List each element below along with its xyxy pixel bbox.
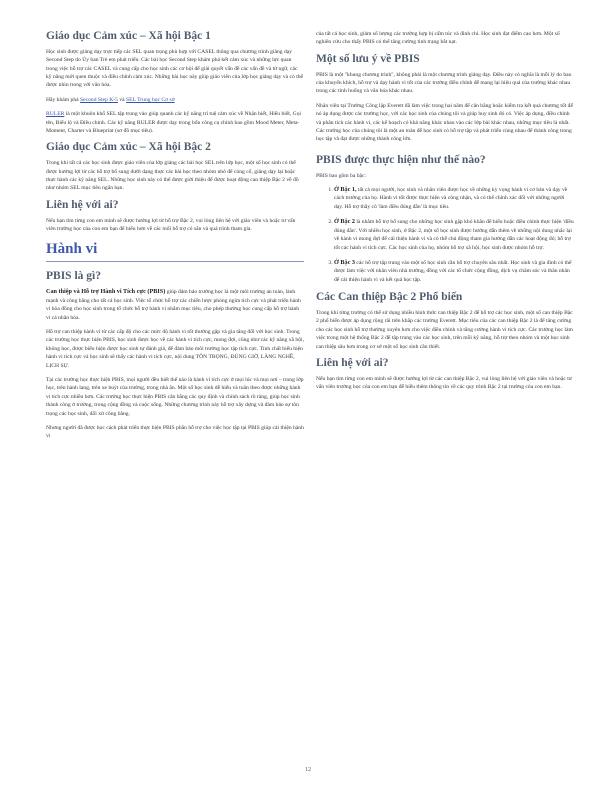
paragraph: Tại các trường học thực hiện PBIS, mọi người đều biết thế nào là hành vi tích cực ở mọi lúc và mọi nơi – trong lớp học, trên hành lang, trên xe buýt của trường, trong nhà ăn. Một số học sinh dễ hiểu và tuân theo được những hành vi tích cực nhiều hơn. Các trường học thực hiện PBIS cân bằng các quy định và chính sách rõ ràng, giúp học sinh thành công ở trường, trong cộng đồng và cuộc sống. Những chương trình này hỗ trợ xây dựng và đảm bảo sự tôn trọng các học sinh, đối xử công bằng. [46,376,304,417]
paragraph: Hỗ trợ can thiệp hành vi từ các cấp độ cho các mức độ hành vi tốt thường gặp và gia tăng đối với học sinh. Trong các trường học thực hiện PBIS, học sinh được học về các hành vi tích cực, mong đợi, cũng như các kỹ năng xã hội, không học, được biểu hiện được học sinh tự đánh giá, để đảm bảo môi trường học tập tích cực. Tính chất biểu hiện hành vi tích cực và học sinh sẽ thấy các hành vi tích cực, nội dung TÔN TRỌNG, ĐÚNG GIỜ, LÀNG NGHỀ, LỊCH SỰ. [46,328,304,369]
divider [46,261,304,262]
paragraph: Trong khi từng trường có thể sử dụng nhiều hình thức can thiệp Bậc 2 để hỗ trợ các học sinh, một số can thiệp Bậc 2 phổ biến được áp dụng rộng rãi trên khắp các trường Everett. Mục tiêu của các can thiệp Bậc 2 là để tăng cường cho các học sinh hỗ trợ thường xuyên hơn cho việc điều chỉnh và tăng cường hành vi tích cực. Các trường học làm việc trong một hệ thống Bậc 2 để tập trung vào các học sinh, trên mỗi kỹ năng, hỗ trợ theo nhóm và một học sinh can thiệp sâu hơn trong cơ sở một số học sinh cần thiết. [316,309,573,350]
list-item: 3. Ở Bậc 3 các hỗ trợ tập trung vào một số học sinh cần hỗ trợ chuyên sâu nhất. Học sinh và gia đình có thể được làm việc với nhân viên nhà trường, đồng với các tổ chức cộng đồng, dịch vụ chăm sóc và thân nhân để cải thiện hành vi và kết quả học tập. [334,259,574,284]
list-item: 2. Ở Bậc 2 là nhằm hỗ trợ bổ sung cho những học sinh gặp khó khăn để hiểu hoặc điều chỉnh thực hiện 'điều đúng đắn'. Với nhiều học sinh, ở Bậc 2, một số học sinh được hướng dẫn thêm về những nội dung nhắc lại về hành vi mong đợi để cải thiện hành vi và có thể chủ động tham gia hướng dẫn các hoạt động đó; hỗ trợ tốt các hành vi tích cực. Các học sinh của họ, nhóm hỗ trợ xã hội, học sinh được nhóm hỗ trợ. [334,218,574,252]
links-line: Hãy khám phá Second Step K-5 và SEL Trung học Cơ sở [46,96,175,103]
paragraph: Nếu bạn tìm từng con em mình sẽ được hưởng lợi từ các can thiệp Bậc 2, vui lòng liên hệ với giáo viên và hoặc tư vấn viên trường học của con em bạn để hiểu thêm thông tin về các quy trình Bậc 2 tại trường của con em bạn. [316,375,572,391]
paragraph: PBIS bao gồm ba bậc: [316,172,367,179]
section-title: Một số lưu ý về PBIS [316,52,420,65]
right-column [316,30,574,398]
paragraph: PBIS là một "khung chương trình", không phải là một chương trình giảng dạy. Điều này có nghĩa là mỗi lý do bao của khuyến khích, hỗ trợ và dạy hành vi tốt của các trường điều chỉnh để mang lại hiệu quả của trường khác nhau trong các tình huống và văn hóa khác nhau. [316,71,572,95]
left-column [46,30,304,447]
page-number: 12 [305,767,311,773]
paragraph: của tất cả học sinh, giảm số lượng các trường hợp bị cấm túc và đình chỉ. Học sinh đạt điểm cao hơn. Một số nghiên cứu cho thấy PBIS có thể tăng cường tình trạng bắt nạt. [316,31,560,46]
bold-term: Can thiệp và Hỗ trợ Hành vi Tích cực (PBIS) [46,288,166,296]
paragraph: Nhưng người đã được học cách phát triển thực hiện PBIS phần hỗ trợ cho việc học tập tại PBIS giúp cải thiện hành vi [46,424,304,440]
paragraph: Nếu bạn tìm từng con em mình sẽ được hưởng lợi từ hỗ trợ Bậc 2, vui lòng liên hệ với giáo viên và hoặc tư vấn viên trường học của con em bạn để hiểu hơn về các mối hỗ trợ có sẵn và quá trình tham gia. [46,217,296,233]
section-title: Liên hệ với ai? [316,356,389,369]
paragraph: Nhân viên tại Trường Công lập Everett đã làm việc trong hai năm để cân bằng hoặc kiểm tra kết quả chương tốt để nó áp dụng được các trường học, với các học sinh của chúng tôi và giúp huy sinh đó có. Việc áp dụng, điều chỉnh và phân tích các hành vi, các kế hoạch có khả năng khác nhau vào các lớp bài khác nhau, những mục tiêu là nhất. Các trường học của chúng tôi là một an toàn để học sinh có hỗ trợ tập và phát triển cùng nhau để thành công trong học tập và đạt được những thành công lớn. [316,102,573,143]
chapter-title: Hành vi [46,241,98,258]
paragraph: Học sinh được giảng dạy trực tiếp các SEL quan trọng phù hợp với CASEL thông qua chương trình giảng dạy Second Step do Ủy ban Trẻ em phát triển. Các bài học Second Step khám phá kết cảm xúc và những lực quan trong việc hỗ trợ các CASEL và cung cấp cho học sinh các cơ hội để giải quyết vấn đề các vấn đề và từ ngữ, các kỹ năng mới quen thuộc và điều chỉnh cảm xúc. Những bài học này giúp giáo viên của lớp học giảng dạy và có thể được nhìn trong với văn hóa. [46,48,304,89]
section-title: Liên hệ với ai? [46,198,119,211]
tier-list [316,186,574,284]
section-title: Giáo dục Cảm xúc – Xã hội Bậc 1 [46,30,211,42]
ruler-link[interactable]: RULER [46,111,65,118]
section-title: PBIS được thực hiện như thế nào? [316,153,486,166]
paragraph: Trong khi tất cả các học sinh được giáo viên của lớp giảng các bài học SEL trên lớp học, một số học sinh có thể được hưởng lợi từ các hỗ trợ bổ sung dưới dạng thực các bài học theo nhóm nhỏ để củng cố, giảng dạy lại hoặc thực hành các kỹ năng SEL. Những học sinh này có thể được giới thiệu để được hoạt động can thiệp Bậc 2 về đồ như nhóm SEL mục tiêu ngắn hạn. [46,160,299,192]
section-title: Giáo dục Cảm xúc – Xã hội Bậc 2 [46,141,211,154]
paragraph: RULER là một khuôn khổ SEL tập trung vào giúp quanh các kỹ năng trí tuệ cảm xúc về Nhận biết, Hiểu biết, Gọi tên, Biểu lộ và Điều chỉnh. Các kỹ năng RULER được dạy trong bốn công cụ chính bao gồm Mood Meter, Meta-Moment, Charter và Blueprint (sơ đồ mục tiêu). [46,111,302,135]
section-title: Các Can thiệp Bậc 2 Phổ biến [316,291,463,304]
paragraph: Can thiệp và Hỗ trợ Hành vi Tích cực (PBIS) giúp đảm bảo trường học là một môi trường an toàn, lành mạnh và công bằng cho tất cả học sinh. Việc tổ chức hỗ trợ các chiến lược phòng ngừa tích cực và phát triển hành vi hòa đồng cho học sinh trong tổ chức hỗ trợ hành vi nhắm mục tiêu, cho phép thường học cung cấp hỗ trợ hành vi cá nhân hóa. [46,288,301,321]
sel-middle-school-link[interactable]: SEL Trung học Cơ sở [126,96,175,103]
list-item: 1. Ở Bậc 1, tất cả mọi người, học sinh và nhân viên được học về những kỳ vọng hành vi cơ bản và dạy về cách trường của họ. Hành vi tốt được thực hiện và công nhận, và có thể chính xác đối với những người dạy. Hỗ trợ thầy cô 'làm điều đúng đắn' là mục tiêu. [334,186,574,211]
section-title: PBIS là gì? [46,270,101,283]
second-step-link[interactable]: Second Step K-5 [80,96,118,103]
